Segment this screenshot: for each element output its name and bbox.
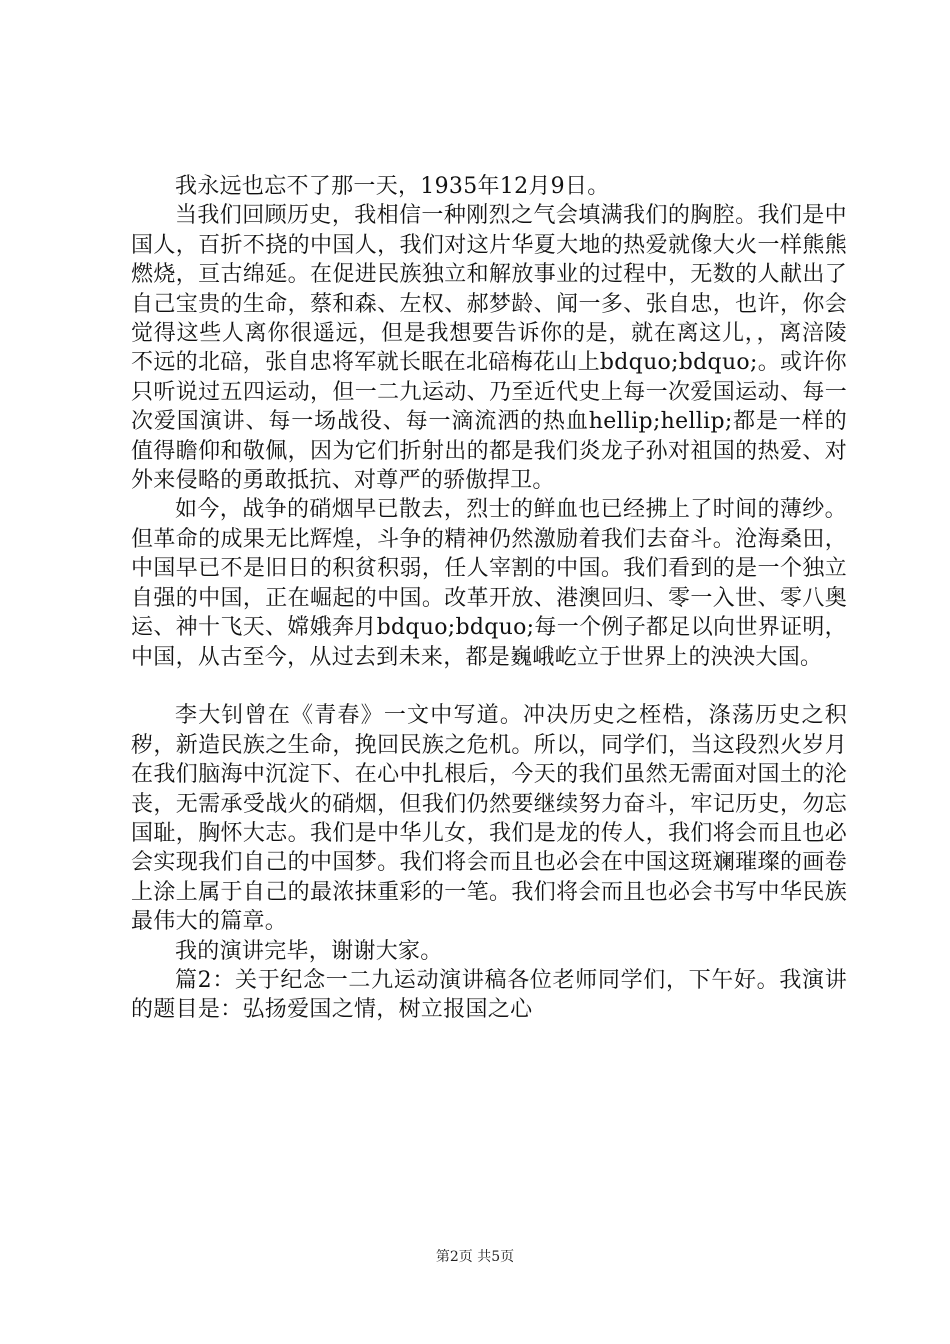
page-number-footer: 第2页 共5页 — [435, 1249, 515, 1265]
paragraph-history: 当我们回顾历史，我相信一种刚烈之气会填满我们的胸腔。我们是中国人，百折不挠的中国人，我们对这片华夏大地的热爱就像大火一样熊熊燃烧，亘古绵延。在促进民族独立和解放事业的过程中，无数的人献出了自己宝贵的生命，蔡和森、左权、郝梦龄、闻一多、张自忠，也许，你会觉得这些人离你很遥远，但是我想要告诉你的是，就在离这儿，，离涪陵不远的北碚，张自忠将军就长眠在北碚梅花山上bdquo;bdquo;。或许你只听说过五四运动，但一二九运动、乃至近代史上每一次爱国运动、每一次爱国演讲、每一场战役、每一滴流洒的热血hellip;hellip;都是一样的值得瞻仰和敬佩，因为它们折射出的都是我们炎龙子孙对祖国的热爱、对外来侵略的勇敢抵抗、对尊严的骄傲捍卫。 — [131, 203, 847, 494]
paragraph-next-speech: 篇2：关于纪念一二九运动演讲稿各位老师同学们，下午好。我演讲的题目是：弘扬爱国之情，树立报国之心 — [131, 967, 847, 1023]
paragraph-today: 如今，战争的硝烟早已散去，烈士的鲜血也已经拂上了时间的薄纱。但革命的成果无比辉煌，斗争的精神仍然激励着我们去奋斗。沧海桑田，中国早已不是旧日的积贫积弱，任人宰割的中国。我们看到的是一个独立自强的中国，正在崛起的中国。改革开放、港澳回归、零一入世、零八奥运、神十飞天、嫦娥奔月bdquo;bdquo;每一个例子都足以向世界证明，中国，从古至今，从过去到未来，都是巍峨屹立于世界上的泱泱大国。 — [131, 497, 847, 670]
paragraph-spacer — [131, 672, 847, 701]
document-body — [131, 172, 847, 1025]
paragraph-closing: 我的演讲完毕，谢谢大家。 — [175, 938, 443, 964]
paragraph-li-dazhao: 李大钊曾在《青春》一文中写道。冲决历史之桎梏，涤荡历史之积秽，新造民族之生命，挽回民族之危机。所以，同学们，当这段烈火岁月在我们脑海中沉淀下、在心中扎根后，今天的我们虽然无需面对国土的沦丧，无需承受战火的硝烟，但我们仍然要继续努力奋斗，牢记历史，勿忘国耻，胸怀大志。我们是中华儿女，我们是龙的传人，我们将会而且也必会实现我们自己的中国梦。我们将会而且也必会在中国这斑斓璀璨的画卷上涂上属于自己的最浓抹重彩的一笔。我们将会而且也必会书写中华民族最伟大的篇章。 — [131, 703, 847, 935]
paragraph-date: 我永远也忘不了那一天，1935年12月9日。 — [175, 174, 610, 199]
